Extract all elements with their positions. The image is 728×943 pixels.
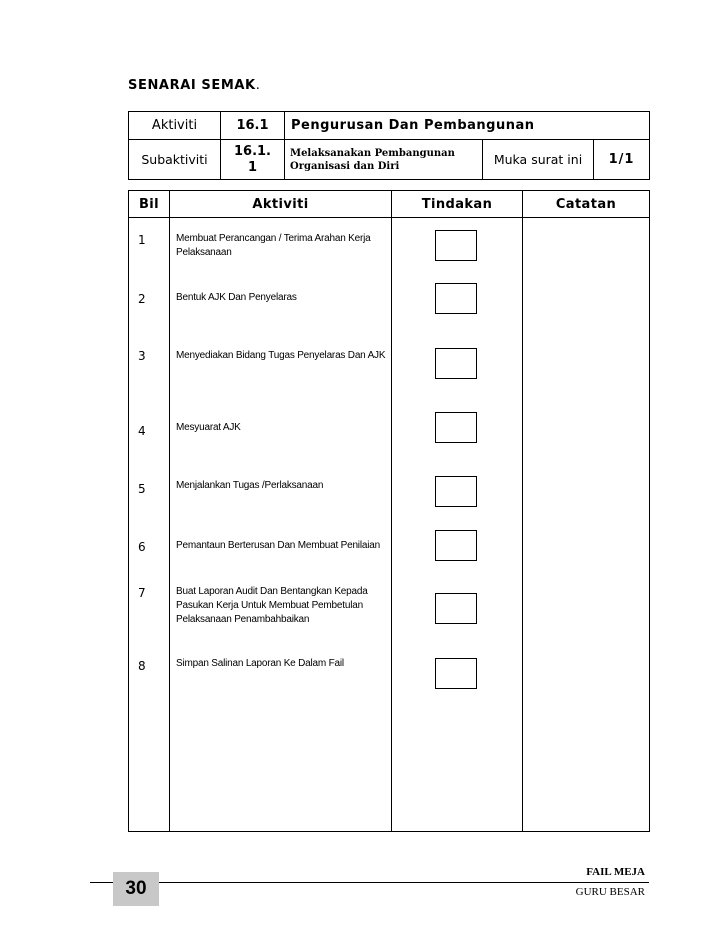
row-aktiviti: Simpan Salinan Laporan Ke Dalam Fail xyxy=(176,658,344,669)
tindakan-checkbox[interactable] xyxy=(435,530,477,561)
header-table xyxy=(128,111,650,180)
page-value: 1/1 xyxy=(608,152,635,167)
tindakan-checkbox[interactable] xyxy=(435,283,477,314)
row-aktiviti: Membuat Perancangan / Terima Arahan Kerja Pelaksanaan xyxy=(176,233,371,258)
footer-label-fail-meja: FAIL MEJA xyxy=(586,866,645,878)
row-bil: 1 xyxy=(138,233,146,247)
row-aktiviti: Bentuk AJK Dan Penyelaras xyxy=(176,292,297,303)
divider xyxy=(391,191,392,831)
aktiviti-label: Aktiviti xyxy=(151,118,198,133)
page-label: Muka surat ini xyxy=(493,152,583,167)
col-bil: Bil xyxy=(138,196,160,212)
aktiviti-name: Pengurusan Dan Pembangunan xyxy=(291,118,535,133)
row-aktiviti: Mesyuarat AJK xyxy=(176,422,241,433)
row-bil: 4 xyxy=(138,424,146,438)
checklist-table xyxy=(128,190,650,832)
tindakan-checkbox[interactable] xyxy=(435,348,477,379)
row-bil: 8 xyxy=(138,659,146,673)
tindakan-checkbox[interactable] xyxy=(435,412,477,443)
tindakan-checkbox[interactable] xyxy=(435,593,477,624)
subaktiviti-label: Subaktiviti xyxy=(141,152,208,167)
divider xyxy=(169,191,170,831)
col-aktiviti: Aktiviti xyxy=(252,196,309,212)
col-tindakan: Tindakan xyxy=(421,196,493,212)
footer-rule xyxy=(90,882,113,883)
row-aktiviti: Pemantaun Berterusan Dan Membuat Penilaian xyxy=(176,540,380,551)
footer-rule xyxy=(159,882,649,883)
divider xyxy=(129,217,649,218)
row-aktiviti: Menjalankan Tugas /Perlaksanaan xyxy=(176,480,324,491)
row-bil: 2 xyxy=(138,292,146,306)
page-number: 30 xyxy=(113,872,159,906)
footer-label-guru-besar: GURU BESAR xyxy=(575,886,645,898)
page-title: SENARAI SEMAK. xyxy=(128,78,261,93)
aktiviti-code: 16.1 xyxy=(236,118,269,133)
row-aktiviti: Menyediakan Bidang Tugas Penyelaras Dan AJK xyxy=(176,350,386,361)
row-bil: 3 xyxy=(138,349,146,363)
col-catatan: Catatan xyxy=(555,196,617,212)
tindakan-checkbox[interactable] xyxy=(435,658,477,689)
subaktiviti-name: Melaksanakan Pembangunan Organisasi dan Diri xyxy=(290,147,455,172)
row-aktiviti: Buat Laporan Audit Dan Bentangkan Kepada Pasukan Kerja Untuk Membuat Pembetulan Pelaksanaan Penambahbaikan xyxy=(176,586,368,625)
divider xyxy=(284,112,285,179)
row-bil: 6 xyxy=(138,540,146,554)
row-bil: 7 xyxy=(138,586,146,600)
subaktiviti-code: 16.1. 1 xyxy=(233,143,271,175)
row-bil: 5 xyxy=(138,482,146,496)
tindakan-checkbox[interactable] xyxy=(435,476,477,507)
tindakan-checkbox[interactable] xyxy=(435,230,477,261)
divider xyxy=(522,191,523,831)
